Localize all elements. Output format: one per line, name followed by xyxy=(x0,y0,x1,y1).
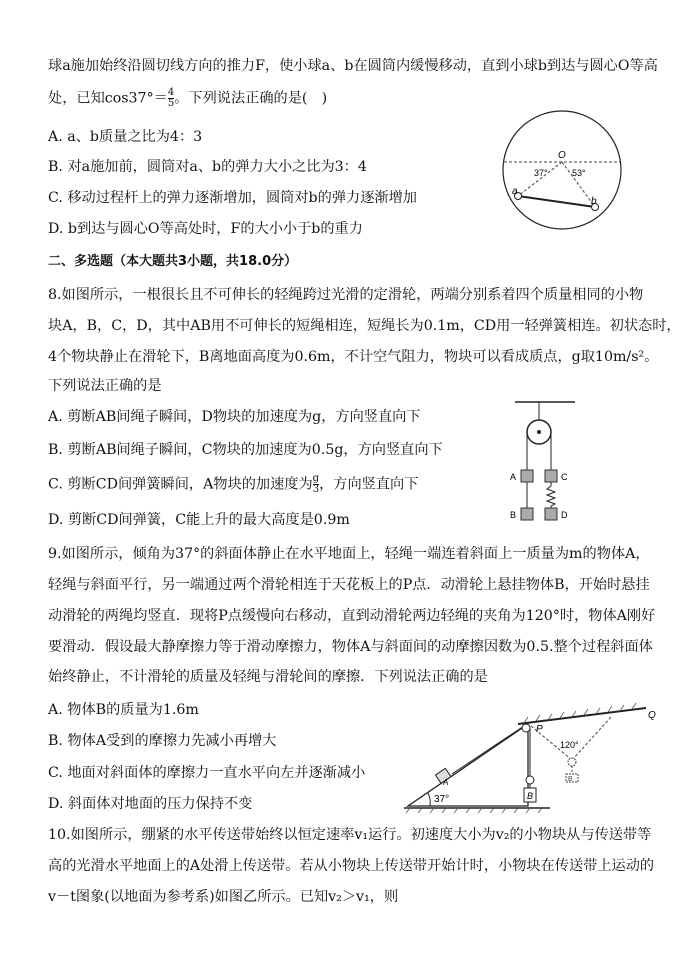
block-c-label: C xyxy=(561,472,568,482)
q8-option-c xyxy=(48,474,418,495)
block-b xyxy=(521,508,533,520)
cos-fraction-denominator: 5 xyxy=(167,98,175,109)
cylinder-circle xyxy=(503,111,621,229)
point-q-label: Q xyxy=(648,710,656,721)
block-b-label: B xyxy=(527,791,534,801)
block-a xyxy=(521,470,533,482)
movable-pulley xyxy=(526,776,534,784)
q8-option-c-pre: C. 剪断CD间弹簧瞬间，A物块的加速度为 xyxy=(48,476,313,493)
q7-line-2-post: 。下列说法正确的是( ) xyxy=(174,90,328,107)
q9-option-d: D. 斜面体对地面的压力保持不变 xyxy=(48,796,253,812)
q8-pulley-figure xyxy=(505,398,585,530)
incline-angle-label: 37° xyxy=(434,794,450,805)
ball-b-label: b xyxy=(591,196,597,207)
q9-option-a: A. 物体B的质量为1.6m xyxy=(48,702,199,718)
g-over-3-denominator: 3 xyxy=(312,484,320,495)
point-p-label: P xyxy=(536,724,543,735)
q9-option-b: B. 物体A受到的摩擦力先减小再增大 xyxy=(48,733,277,749)
center-label: O xyxy=(558,150,566,161)
q9-option-c: C. 地面对斜面体的摩擦力一直水平向左并逐渐减小 xyxy=(48,765,366,781)
dashed-rope-right xyxy=(572,716,612,760)
block-c xyxy=(545,470,557,482)
angle-53-label: 53° xyxy=(572,168,586,178)
section-2-heading: 二、多选题（本大题共3小题，共18.0分） xyxy=(48,254,298,269)
q8-option-d: D. 剪断CD间弹簧，C能上升的最大高度是0.9m xyxy=(48,512,350,528)
q7-option-b: B. 对a施加前，圆筒对a、b的弹力大小之比为3：4 xyxy=(48,159,367,175)
q7-circle-figure xyxy=(500,110,630,235)
q7-option-c: C. 移动过程杆上的弹力逐渐增加，圆筒对b的弹力逐渐增加 xyxy=(48,190,417,206)
q9-line-2: 轻绳与斜面平行，另一端通过两个滑轮相连于天花板上的P点．动滑轮上悬挂物体B，开始时悬挂 xyxy=(48,577,650,593)
q9-incline-figure xyxy=(400,700,665,815)
block-d-label: D xyxy=(561,510,568,520)
g-over-3-numerator: g xyxy=(312,473,320,484)
q9-line-4: 要滑动．假设最大静摩擦力等于滑动摩擦力，物体A与斜面间的动摩擦因数为0.5.整个过程斜面体 xyxy=(48,639,653,655)
q8-line-2: 块A，B，C，D，其中AB用不可伸长的短绳相连，短绳长为0.1m，CD用一轻弹簧相连。初状态时， xyxy=(48,318,681,334)
q9-line-1: 9.如图所示，倾角为37°的斜面体静止在水平地面上，轻绳一端连着斜面上一质量为m的物体A， xyxy=(48,546,650,562)
block-a-label: A xyxy=(510,472,517,482)
incline-body xyxy=(408,724,528,806)
rod xyxy=(518,196,595,207)
q7-option-a: A. a、b质量之比为4：3 xyxy=(48,129,203,145)
block-a-label: A xyxy=(443,778,449,787)
fixed-pulley xyxy=(522,724,530,732)
q7-line-1: 球a施加始终沿圆切线方向的推力F，使小球a、b在圆筒内缓慢移动，直到小球b到达与圆心O等高 xyxy=(48,58,658,74)
q9-line-3: 动滑轮的两绳均竖直．现将P点缓慢向右移动，直到动滑轮两边轻绳的夹角为120°时，物体A刚好 xyxy=(48,608,656,624)
q7-option-d: D. b到达与圆心O等高处时，F的大小小于b的重力 xyxy=(48,221,363,237)
q8-line-4: 下列说法正确的是 xyxy=(48,378,162,394)
ceiling-line xyxy=(518,708,646,724)
q8-option-b: B. 剪断AB间绳子瞬间，C物块的加速度为0.5g，方向竖直向下 xyxy=(48,442,443,458)
spring-cd xyxy=(547,482,555,508)
q8-line-1: 8.如图所示，一根很长且不可伸长的轻绳跨过光滑的定滑轮，两端分别系着四个质量相同的小物 xyxy=(48,287,644,303)
q10-line-1: 10.如图所示，绷紧的水平传送带始终以恒定速率v₁运行。初速度大小为v₂的小物块从与传送带等 xyxy=(48,827,652,843)
ball-a-label: a xyxy=(512,186,518,197)
q7-line-2-pre: 处，已知cos37°＝ xyxy=(48,90,168,107)
q8-line-3: 4个物块静止在滑轮下，B离地面高度为0.6m，不计空气阻力，物块可以看成质点，g取10m/s²。 xyxy=(48,349,659,365)
cos-fraction-numerator: 4 xyxy=(167,87,175,98)
q8-option-a: A. 剪断AB间绳子瞬间，D物块的加速度为g，方向竖直向下 xyxy=(48,409,421,425)
block-d xyxy=(545,508,557,520)
angle-120-label: 120° xyxy=(560,740,579,750)
q10-line-3: v－t图象(以地面为参考系)如图乙所示。已知v₂＞v₁，则 xyxy=(48,889,399,905)
q9-line-5: 始终静止，不计滑轮的质量及轻绳与滑轮间的摩擦．下列说法正确的是 xyxy=(48,669,488,685)
angle-37-label: 37° xyxy=(534,168,548,178)
pulley-axle xyxy=(537,430,541,434)
q8-option-c-post: ，方向竖直向下 xyxy=(319,476,419,493)
q10-line-2: 高的光滑水平地面上的A处滑上传送带。若从小物块上传送带开始计时，小物块在传送带上运动的 xyxy=(48,858,655,874)
q7-line-2 xyxy=(48,88,327,109)
dashed-pulley xyxy=(568,758,576,766)
block-b-label: B xyxy=(510,510,517,520)
dashed-block-b-label: B xyxy=(568,776,573,783)
